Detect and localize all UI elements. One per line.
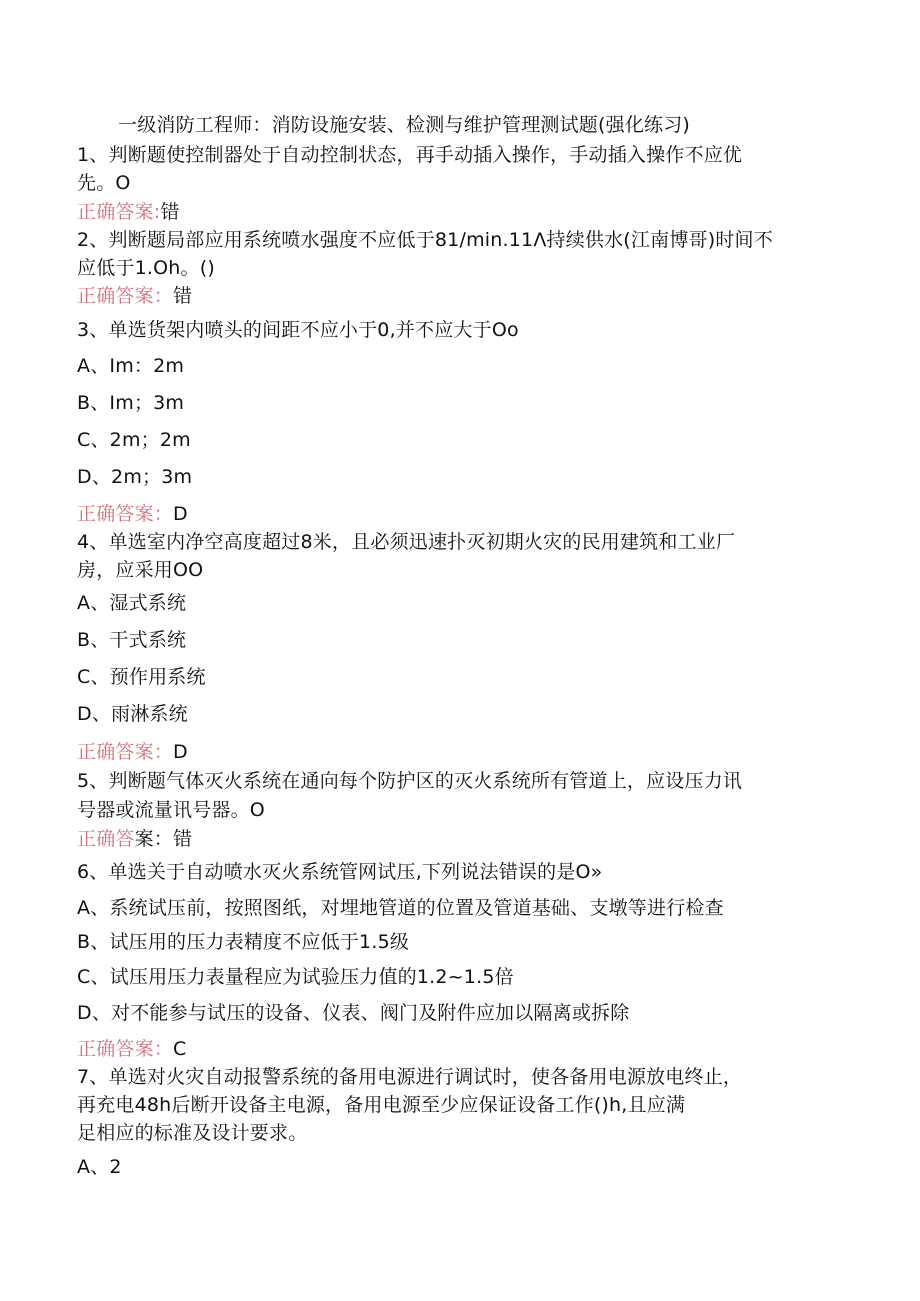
question-3-answer xyxy=(77,502,188,526)
answer-value: D xyxy=(173,741,188,763)
question-4-line-1: 4、单选室内净空高度超过8米，且必须迅速扑灭初期火灾的民用建筑和工业厂 xyxy=(77,531,736,553)
question-3-option-d: D、2m；3m xyxy=(77,466,193,488)
answer-label: 正确答案： xyxy=(77,285,174,307)
question-7-line-1: 7、单选对火灾自动报警系统的备用电源进行调试时，使各备用电源放电终止， xyxy=(77,1066,743,1088)
question-4-option-c: C、预作用系统 xyxy=(77,666,206,688)
question-4-line-2: 房，应采用OO xyxy=(77,559,204,581)
question-4-answer xyxy=(77,740,188,764)
question-4-option-a: A、湿式系统 xyxy=(77,592,187,614)
answer-value: 错 xyxy=(160,201,180,223)
question-2-line-1: 2、判断题局部应用系统喷水强度不应低于81∕min.11Λ持续供水(江南博哥)时间不 xyxy=(77,229,773,251)
question-1-line-1: 1、判断题使控制器处于自动控制状态，再手动插入操作，手动插入操作不应优 xyxy=(77,144,743,166)
question-2-line-2: 应低于1.Oh。() xyxy=(77,257,215,279)
question-3-line-1: 3、单选货架内喷头的间距不应小于0,并不应大于Oo xyxy=(77,319,519,341)
question-3-option-a: A、Im：2m xyxy=(77,355,185,377)
answer-label: 正确答案： xyxy=(77,1038,174,1060)
question-6-option-a: A、系统试压前，按照图纸，对埋地管道的位置及管道基础、支墩等进行检查 xyxy=(77,897,724,919)
answer-label-part-1: 正确答 xyxy=(77,828,135,850)
question-1-line-2: 先。O xyxy=(77,172,131,194)
answer-value: D xyxy=(173,503,188,525)
question-1-answer xyxy=(77,200,180,224)
question-7-line-3: 足相应的标准及设计要求。 xyxy=(77,1122,308,1144)
answer-label: 正确答案: xyxy=(77,201,161,223)
answer-label-part-2: 案： xyxy=(134,828,174,850)
question-5-line-2: 号器或流量讯号器。O xyxy=(77,799,265,821)
answer-label: 正确答案： xyxy=(77,503,174,525)
question-4-option-d: D、雨淋系统 xyxy=(77,703,188,725)
document-title: 一级消防工程师：消防设施安装、检测与维护管理测试题(强化练习) xyxy=(118,114,691,136)
question-2-answer xyxy=(77,284,192,308)
question-6-line-1: 6、单选关于自动喷水灭火系统管网试压,下列说法错误的是O» xyxy=(77,861,603,883)
question-7-line-2: 再充电48h后断开设备主电源，备用电源至少应保证设备工作()h,且应满 xyxy=(77,1094,686,1116)
question-6-option-b: B、试压用的压力表精度不应低于1.5级 xyxy=(77,931,410,953)
question-5-answer xyxy=(77,827,192,851)
question-6-answer xyxy=(77,1037,186,1061)
answer-value: C xyxy=(173,1038,187,1060)
answer-label: 正确答案： xyxy=(77,741,174,763)
question-7-option-a: A、2 xyxy=(77,1156,122,1178)
question-6-option-d: D、对不能参与试压的设备、仪表、阀门及附件应加以隔离或拆除 xyxy=(77,1002,630,1024)
answer-value: 错 xyxy=(173,828,193,850)
question-3-option-c: C、2m；2m xyxy=(77,429,191,451)
answer-value: 错 xyxy=(173,285,193,307)
question-4-option-b: B、干式系统 xyxy=(77,629,187,651)
question-5-line-1: 5、判断题气体灭火系统在通向每个防护区的灭火系统所有管道上，应设压力讯 xyxy=(77,770,743,792)
question-6-option-c: C、试压用压力表量程应为试验压力值的1.2~1.5倍 xyxy=(77,966,514,988)
question-3-option-b: B、Im；3m xyxy=(77,392,185,414)
